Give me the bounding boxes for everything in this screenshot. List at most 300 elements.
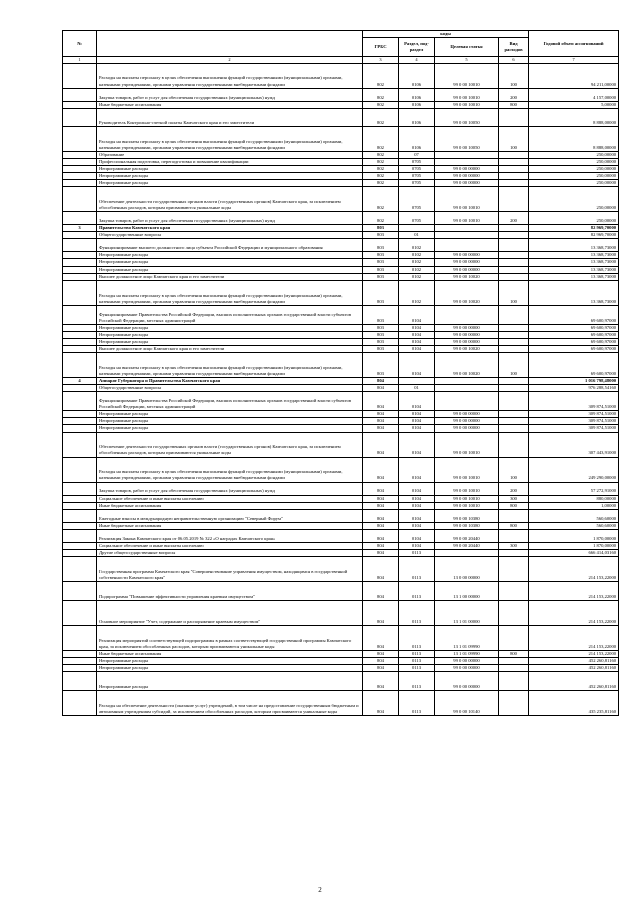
row-number-cell: [63, 582, 97, 601]
razdel-code-cell: 0705: [399, 187, 435, 212]
grbs-code-cell: 804: [363, 378, 399, 385]
row-name-cell: Правительство Камчатского края: [97, 225, 363, 232]
table-row: [63, 542, 619, 549]
row-name-cell: Расходы на выплаты персоналу в целях обеспечения выполнения функций государственными (муниципальными) органами, казенными учреждениями, органами управления государственными внебюджетными фондами: [97, 457, 363, 482]
expense-type-cell: 800: [499, 522, 529, 529]
table-row: [63, 88, 619, 101]
column-index-cell: 7: [529, 57, 619, 64]
row-name-cell: Непрограммные расходы: [97, 658, 363, 665]
column-index-cell: 6: [499, 57, 529, 64]
expense-type-cell: 100: [499, 280, 529, 305]
table-row: [63, 529, 619, 542]
razdel-code-cell: 0705: [399, 165, 435, 172]
row-number-cell: [63, 158, 97, 165]
grbs-code-cell: 804: [363, 509, 399, 522]
grbs-code-cell: 804: [363, 582, 399, 601]
column-index-cell: 5: [435, 57, 499, 64]
razdel-code-cell: 0113: [399, 665, 435, 672]
razdel-code-cell: 0113: [399, 691, 435, 716]
row-name-cell: Реализация мероприятий соответствующей подпрограммы в рамках соответствующей государственной программы Камчатского края, за исключением обособленных расходов, которым присваиваются уникальные коды: [97, 626, 363, 651]
target-article-cell: [435, 549, 499, 556]
row-name-cell: Общегосударственные вопросы: [97, 385, 363, 392]
row-name-cell: Непрограммные расходы: [97, 324, 363, 331]
expense-type-cell: [499, 549, 529, 556]
grbs-code-cell: 804: [363, 432, 399, 457]
razdel-code-cell: 0102: [399, 252, 435, 259]
amount-cell: 82 969,70000: [529, 225, 619, 232]
table-row: [63, 502, 619, 509]
grbs-code-cell: 803: [363, 266, 399, 273]
razdel-code-cell: 0104: [399, 346, 435, 353]
table-row: [63, 495, 619, 502]
target-article-cell: [435, 225, 499, 232]
row-number-cell: [63, 180, 97, 187]
target-article-cell: 99 0 00 10010: [435, 187, 499, 212]
razdel-code-cell: 0106: [399, 88, 435, 101]
target-article-cell: 99 0 00 10140: [435, 691, 499, 716]
row-number-cell: [63, 165, 97, 172]
row-number-cell: [63, 522, 97, 529]
amount-cell: 976 288,54160: [529, 385, 619, 392]
target-article-cell: 99 0 00 10010: [435, 432, 499, 457]
target-article-cell: 99 0 00 00000: [435, 331, 499, 338]
amount-cell: 13 368,73000: [529, 259, 619, 266]
row-number-cell: [63, 529, 97, 542]
target-article-cell: 99 0 00 10380: [435, 509, 499, 522]
grbs-code-cell: 802: [363, 126, 399, 151]
table-row: [63, 225, 619, 232]
amount-cell: 82 969,70000: [529, 232, 619, 239]
target-article-cell: 13 1 01 09990: [435, 626, 499, 651]
grbs-code-cell: 804: [363, 457, 399, 482]
amount-cell: 57 272,91000: [529, 482, 619, 495]
amount-cell: 214 153,22000: [529, 557, 619, 582]
amount-cell: 666 414,03160: [529, 549, 619, 556]
table-row: [63, 280, 619, 305]
row-name-cell: Обеспечение деятельности государственных органов власти (государственных органов) Камчатского края, за исключением обособленных расходов, которым присваиваются уникальные коды: [97, 432, 363, 457]
table-row: [63, 331, 619, 338]
target-article-cell: 99 0 00 00000: [435, 658, 499, 665]
target-article-cell: 99 0 00 10020: [435, 280, 499, 305]
expense-type-cell: 800: [499, 651, 529, 658]
razdel-code-cell: 0705: [399, 172, 435, 179]
amount-cell: 1 870,00000: [529, 542, 619, 549]
table-row: [63, 651, 619, 658]
table-row: [63, 324, 619, 331]
target-article-cell: [435, 232, 499, 239]
target-article-cell: 99 0 00 00000: [435, 165, 499, 172]
amount-cell: 560,60000: [529, 522, 619, 529]
row-number-cell: [63, 482, 97, 495]
row-number-cell: [63, 425, 97, 432]
target-article-cell: 99 0 00 10010: [435, 482, 499, 495]
row-number-cell: [63, 273, 97, 280]
row-name-cell: Непрограммные расходы: [97, 425, 363, 432]
grbs-code-cell: 804: [363, 691, 399, 716]
row-name-cell: Расходы на выплаты персоналу в целях обеспечения выполнения функций государственными (муниципальными) органами, казенными учреждениями, органами управления государственными внебюджетными фондами: [97, 63, 363, 88]
table-row: [63, 346, 619, 353]
row-name-cell: Высшее должностное лицо Камчатского края и его заместители: [97, 346, 363, 353]
expense-type-cell: [499, 691, 529, 716]
expense-type-cell: [499, 232, 529, 239]
target-article-cell: 99 0 00 00000: [435, 324, 499, 331]
row-name-cell: Профессиональная подготовка, переподготовка и повышение квалификации: [97, 158, 363, 165]
row-name-cell: Функционирование Правительства Российской Федерации, высших исполнительных органов государственной власти субъектов Российской Федерации, местных администраций: [97, 392, 363, 411]
amount-cell: 214 153,22000: [529, 601, 619, 626]
grbs-code-cell: 804: [363, 651, 399, 658]
amount-cell: 1,00000: [529, 502, 619, 509]
target-article-cell: [435, 378, 499, 385]
amount-cell: 309 874,51000: [529, 418, 619, 425]
target-article-cell: 99 0 00 10010: [435, 495, 499, 502]
row-name-cell: Социальное обеспечение и иные выплаты населению: [97, 542, 363, 549]
expense-type-cell: [499, 385, 529, 392]
row-name-cell: Социальное обеспечение и иные выплаты населению: [97, 495, 363, 502]
expense-type-cell: 100: [499, 353, 529, 378]
table-row: [63, 338, 619, 345]
grbs-code-cell: 802: [363, 151, 399, 158]
row-number-cell: [63, 509, 97, 522]
table-row: [63, 691, 619, 716]
grbs-code-cell: 804: [363, 425, 399, 432]
grbs-code-cell: 804: [363, 542, 399, 549]
razdel-code-cell: 0104: [399, 392, 435, 411]
razdel-code-cell: 0106: [399, 126, 435, 151]
table-row: [63, 126, 619, 151]
expense-type-cell: [499, 582, 529, 601]
row-number-cell: [63, 651, 97, 658]
amount-cell: 250,00000: [529, 212, 619, 225]
amount-cell: 435 235,81160: [529, 691, 619, 716]
grbs-code-cell: 803: [363, 252, 399, 259]
table-row: [63, 266, 619, 273]
razdel-code-cell: 01: [399, 385, 435, 392]
razdel-code-cell: 0104: [399, 457, 435, 482]
razdel-code-cell: 0102: [399, 259, 435, 266]
target-article-cell: 99 0 00 10050: [435, 108, 499, 126]
row-number-cell: [63, 324, 97, 331]
grbs-code-cell: 802: [363, 158, 399, 165]
amount-cell: 69 600,97000: [529, 338, 619, 345]
amount-cell: 250,00000: [529, 187, 619, 212]
table-row: [63, 158, 619, 165]
grbs-code-cell: 802: [363, 88, 399, 101]
razdel-code-cell: 07: [399, 151, 435, 158]
col-number-header: №: [63, 31, 97, 57]
grbs-code-cell: 804: [363, 482, 399, 495]
row-name-cell: Расходы на выплаты персоналу в целях обеспечения выполнения функций государственными (муниципальными) органами, казенными учреждениями, органами управления государственными внебюджетными фондами: [97, 353, 363, 378]
row-number-cell: [63, 392, 97, 411]
row-number-cell: [63, 549, 97, 556]
table-row: [63, 305, 619, 324]
row-number-cell: [63, 432, 97, 457]
row-number-cell: [63, 495, 97, 502]
row-number-cell: [63, 172, 97, 179]
row-number-cell: [63, 88, 97, 101]
amount-cell: 1 870,00000: [529, 529, 619, 542]
expense-type-cell: [499, 378, 529, 385]
target-article-cell: 99 0 00 00000: [435, 425, 499, 432]
row-name-cell: Аппарат Губернатора и Правительства Камчатского края: [97, 378, 363, 385]
row-name-cell: Закупка товаров, работ и услуг для обеспечения государственных (муниципальных) нужд: [97, 482, 363, 495]
target-article-cell: 99 0 00 10010: [435, 457, 499, 482]
table-row: [63, 425, 619, 432]
amount-cell: 880,00000: [529, 495, 619, 502]
expense-type-cell: [499, 225, 529, 232]
grbs-code-cell: 804: [363, 502, 399, 509]
target-article-cell: 13 1 01 00000: [435, 601, 499, 626]
target-article-cell: 99 0 00 20440: [435, 529, 499, 542]
row-number-cell: [63, 63, 97, 88]
row-name-cell: Расходы на выплаты персоналу в целях обеспечения выполнения функций государственными (муниципальными) органами, казенными учреждениями, органами управления государственными внебюджетными фондами: [97, 280, 363, 305]
col-grbs-header: ГРБС: [363, 38, 399, 57]
expense-type-cell: 100: [499, 63, 529, 88]
razdel-code-cell: 0104: [399, 502, 435, 509]
table-row: [63, 187, 619, 212]
table-row: [63, 665, 619, 672]
target-article-cell: 99 0 00 00000: [435, 672, 499, 691]
col-target-header: Целевая статья: [435, 38, 499, 57]
row-name-cell: Расходы на обеспечение деятельности (оказание услуг) учреждений, в том числе на предоставление государственным бюджетным и автономным учреждениям субсидий, за исключением обособленных расходов, которым присваиваются уникальные коды: [97, 691, 363, 716]
row-number-cell: [63, 280, 97, 305]
table-row: [63, 180, 619, 187]
expense-type-cell: [499, 338, 529, 345]
amount-cell: 13 368,73000: [529, 280, 619, 305]
grbs-code-cell: 802: [363, 212, 399, 225]
table-row: [63, 165, 619, 172]
row-name-cell: Образование: [97, 151, 363, 158]
razdel-code-cell: 0113: [399, 626, 435, 651]
target-article-cell: 99 0 00 10010: [435, 101, 499, 108]
razdel-code-cell: 0104: [399, 495, 435, 502]
row-name-cell: Иные бюджетные ассигнования: [97, 101, 363, 108]
row-number-cell: [63, 457, 97, 482]
amount-cell: 250,00000: [529, 158, 619, 165]
razdel-code-cell: 0113: [399, 549, 435, 556]
row-number-cell: [63, 691, 97, 716]
expense-type-cell: [499, 392, 529, 411]
expense-type-cell: [499, 324, 529, 331]
row-name-cell: Непрограммные расходы: [97, 411, 363, 418]
razdel-code-cell: [399, 225, 435, 232]
row-name-cell: Функционирование Правительства Российской Федерации, высших исполнительных органов государственной власти субъектов Российской Федерации, местных администраций: [97, 305, 363, 324]
target-article-cell: 99 0 00 10010: [435, 88, 499, 101]
row-name-cell: Основное мероприятие "Учет, содержание и распоряжение краевым имуществом": [97, 601, 363, 626]
expense-type-cell: [499, 331, 529, 338]
row-number-cell: [63, 266, 97, 273]
grbs-code-cell: 804: [363, 626, 399, 651]
expense-type-cell: [499, 509, 529, 522]
razdel-code-cell: 0705: [399, 158, 435, 165]
amount-cell: 8 888,00000: [529, 108, 619, 126]
razdel-code-cell: 0102: [399, 266, 435, 273]
target-article-cell: [435, 385, 499, 392]
table-row: [63, 509, 619, 522]
razdel-code-cell: [399, 378, 435, 385]
grbs-code-cell: 803: [363, 338, 399, 345]
target-article-cell: 99 0 00 00000: [435, 266, 499, 273]
row-name-cell: Государственная программа Камчатского края "Совершенствование управления имуществом, находящимся в государственной собственности Камчатского края": [97, 557, 363, 582]
target-article-cell: 99 0 00 00000: [435, 665, 499, 672]
amount-cell: 5,00000: [529, 101, 619, 108]
amount-cell: 69 600,97000: [529, 346, 619, 353]
expense-type-cell: [499, 172, 529, 179]
row-number-cell: [63, 331, 97, 338]
amount-cell: 250,00000: [529, 151, 619, 158]
expense-type-cell: 200: [499, 482, 529, 495]
grbs-code-cell: 803: [363, 280, 399, 305]
row-name-cell: Непрограммные расходы: [97, 165, 363, 172]
grbs-code-cell: 804: [363, 522, 399, 529]
razdel-code-cell: 0705: [399, 212, 435, 225]
grbs-code-cell: 802: [363, 180, 399, 187]
row-number-cell: [63, 101, 97, 108]
col-razdel-header: Раздел, под-раздел: [399, 38, 435, 57]
row-name-cell: Иные бюджетные ассигнования: [97, 522, 363, 529]
row-number-cell: [63, 626, 97, 651]
grbs-code-cell: 804: [363, 392, 399, 411]
column-index-cell: 1: [63, 57, 97, 64]
razdel-code-cell: 0102: [399, 239, 435, 252]
table-row: [63, 482, 619, 495]
target-article-cell: 99 0 00 00000: [435, 411, 499, 418]
amount-cell: 69 600,97000: [529, 305, 619, 324]
expense-type-cell: [499, 432, 529, 457]
row-number-cell: [63, 418, 97, 425]
amount-cell: 452 260,81160: [529, 658, 619, 665]
row-number-cell: [63, 557, 97, 582]
razdel-code-cell: 0104: [399, 353, 435, 378]
grbs-code-cell: 804: [363, 411, 399, 418]
amount-cell: 452 260,81160: [529, 665, 619, 672]
table-row: [63, 457, 619, 482]
grbs-code-cell: 804: [363, 557, 399, 582]
amount-cell: 214 153,22000: [529, 626, 619, 651]
expense-type-cell: [499, 529, 529, 542]
expense-type-cell: 800: [499, 502, 529, 509]
table-row: [63, 582, 619, 601]
target-article-cell: [435, 305, 499, 324]
table-row: [63, 108, 619, 126]
row-name-cell: Иные бюджетные ассигнования: [97, 651, 363, 658]
table-row: [63, 151, 619, 158]
target-article-cell: [435, 158, 499, 165]
target-article-cell: 99 0 00 20440: [435, 542, 499, 549]
target-article-cell: 13 0 00 00000: [435, 557, 499, 582]
amount-cell: 250,00000: [529, 180, 619, 187]
razdel-code-cell: 0113: [399, 582, 435, 601]
row-number-cell: [63, 672, 97, 691]
expense-type-cell: [499, 180, 529, 187]
expense-type-cell: [499, 665, 529, 672]
row-name-cell: Непрограммные расходы: [97, 252, 363, 259]
row-number-cell: [63, 601, 97, 626]
table-row: [63, 672, 619, 691]
row-name-cell: Руководитель Контрольно-счетной палаты Камчатского края и его заместители: [97, 108, 363, 126]
amount-cell: 214 153,22000: [529, 582, 619, 601]
table-row: [63, 101, 619, 108]
row-number-cell: [63, 353, 97, 378]
row-number-cell: [63, 385, 97, 392]
expense-type-cell: 200: [499, 212, 529, 225]
razdel-code-cell: 01: [399, 232, 435, 239]
amount-cell: 69 600,97000: [529, 331, 619, 338]
table-row: [63, 522, 619, 529]
row-number-cell: [63, 305, 97, 324]
razdel-code-cell: 0104: [399, 542, 435, 549]
table-row: [63, 232, 619, 239]
expense-type-cell: [499, 601, 529, 626]
razdel-code-cell: 0113: [399, 557, 435, 582]
table-row: [63, 411, 619, 418]
grbs-code-cell: 802: [363, 63, 399, 88]
row-number-cell: [63, 252, 97, 259]
grbs-code-cell: 804: [363, 601, 399, 626]
expense-type-cell: 300: [499, 542, 529, 549]
amount-cell: 250,00000: [529, 165, 619, 172]
row-name-cell: Непрограммные расходы: [97, 672, 363, 691]
col-amount-header: Годовой объем ассигнований: [529, 31, 619, 57]
grbs-code-cell: 803: [363, 225, 399, 232]
amount-cell: 309 874,51000: [529, 425, 619, 432]
grbs-code-cell: 804: [363, 385, 399, 392]
amount-cell: 249 290,00000: [529, 457, 619, 482]
razdel-code-cell: 0104: [399, 509, 435, 522]
row-name-cell: Обеспечение деятельности государственных органов власти (государственных органов) Камчатского края, за исключением обособленных расходов, которым присваиваются уникальные коды: [97, 187, 363, 212]
grbs-code-cell: 802: [363, 187, 399, 212]
table-row: [63, 239, 619, 252]
row-name-cell: Общегосударственные вопросы: [97, 232, 363, 239]
target-article-cell: 13 1 00 00000: [435, 582, 499, 601]
target-article-cell: 99 0 00 10020: [435, 353, 499, 378]
page-number: 2: [318, 886, 322, 894]
grbs-code-cell: 802: [363, 108, 399, 126]
razdel-code-cell: 0113: [399, 601, 435, 626]
amount-cell: 13 368,73000: [529, 239, 619, 252]
expense-type-cell: [499, 273, 529, 280]
razdel-code-cell: 0104: [399, 338, 435, 345]
target-article-cell: 99 0 00 10010: [435, 502, 499, 509]
row-number-cell: [63, 126, 97, 151]
razdel-code-cell: 0104: [399, 418, 435, 425]
grbs-code-cell: 803: [363, 232, 399, 239]
expense-type-cell: [499, 658, 529, 665]
row-number-cell: 3: [63, 225, 97, 232]
grbs-code-cell: 803: [363, 305, 399, 324]
grbs-code-cell: 803: [363, 353, 399, 378]
target-article-cell: 99 0 00 00000: [435, 338, 499, 345]
amount-cell: 214 153,22000: [529, 651, 619, 658]
expense-type-cell: [499, 418, 529, 425]
grbs-code-cell: 802: [363, 101, 399, 108]
target-article-cell: 99 0 00 00000: [435, 252, 499, 259]
razdel-code-cell: 0104: [399, 432, 435, 457]
row-number-cell: [63, 212, 97, 225]
grbs-code-cell: 804: [363, 658, 399, 665]
row-number-cell: [63, 187, 97, 212]
razdel-code-cell: 0104: [399, 411, 435, 418]
column-index-cell: 4: [399, 57, 435, 64]
column-index-cell: 2: [97, 57, 363, 64]
expense-type-cell: [499, 672, 529, 691]
target-article-cell: [435, 151, 499, 158]
razdel-code-cell: 0104: [399, 482, 435, 495]
table-row: [63, 601, 619, 626]
table-body: [63, 63, 619, 716]
razdel-code-cell: 0113: [399, 672, 435, 691]
row-name-cell: Закупка товаров, работ и услуг для обеспечения государственных (муниципальных) нужд: [97, 212, 363, 225]
target-article-cell: 99 0 00 10010: [435, 212, 499, 225]
